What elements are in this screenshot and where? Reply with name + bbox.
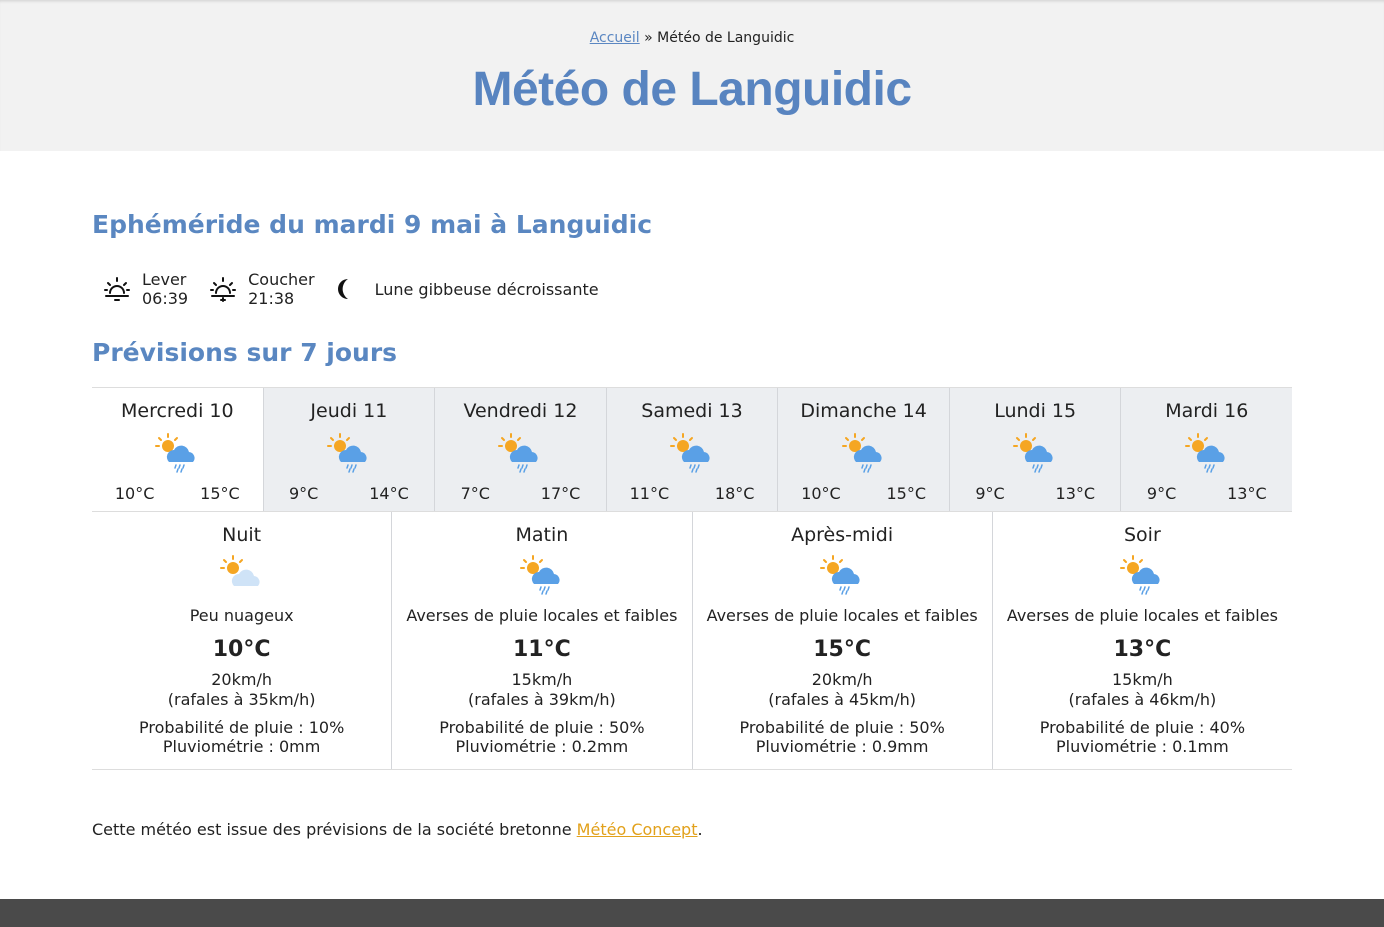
sun-cloud-icon: [219, 554, 265, 596]
day-tab[interactable]: [777, 388, 949, 511]
source-note-end: .: [697, 820, 703, 839]
sun-cloud-rain-icon: [1119, 554, 1165, 596]
ephemeride-title: Ephéméride du mardi 9 mai à Languidic: [92, 210, 653, 239]
moon-icon: [337, 277, 355, 301]
day-min-temp: 7°C: [460, 484, 490, 503]
day-max-temp: 17°C: [540, 484, 581, 503]
period-description: Averses de pluie locales et faibles: [406, 606, 678, 625]
sun-cloud-rain-icon: [841, 432, 887, 474]
day-min-temp: 11°C: [629, 484, 670, 503]
day-name: Mardi 16: [1165, 400, 1249, 422]
sun-cloud-rain-icon: [497, 432, 543, 474]
period-rain-probability: Probabilité de pluie : 10%: [138, 718, 345, 737]
period-wind: 15km/h: [511, 670, 573, 689]
sunset-info: [210, 270, 314, 308]
source-note: [92, 820, 703, 839]
day-name: Samedi 13: [641, 400, 743, 422]
sunrise-info: [104, 270, 188, 308]
day-max-temp: 13°C: [1227, 484, 1267, 503]
period-wind: 20km/h: [811, 670, 873, 689]
day-min-temp: 10°C: [114, 484, 155, 503]
sunset-icon: [210, 276, 236, 302]
breadcrumb: [0, 30, 1384, 46]
footer-bar: [0, 899, 1384, 927]
sun-cloud-rain-icon: [669, 432, 715, 474]
sunrise-icon: [104, 276, 130, 302]
source-note-text: Cette météo est issue des prévisions de la société bretonne: [92, 820, 577, 839]
day-tab[interactable]: [1120, 388, 1292, 511]
sun-cloud-rain-icon: [519, 554, 565, 596]
page-header: [0, 0, 1384, 151]
day-tab[interactable]: [606, 388, 778, 511]
meteo-concept-link[interactable]: Météo Concept: [576, 820, 698, 839]
day-tab[interactable]: [434, 388, 606, 511]
period-description: Peu nuageux: [189, 606, 294, 625]
period-temperature: 15°C: [813, 637, 871, 662]
day-name: Vendredi 12: [463, 400, 578, 422]
day-max-temp: 15°C: [200, 484, 240, 503]
day-tab[interactable]: [92, 388, 263, 511]
day-min-temp: 9°C: [289, 484, 319, 503]
period-wind: 15km/h: [1112, 670, 1173, 689]
day-min-temp: 9°C: [1146, 484, 1177, 503]
day-max-temp: 15°C: [886, 484, 926, 503]
period-card: [992, 512, 1292, 769]
day-name: Dimanche 14: [800, 400, 927, 422]
period-name: Après-midi: [791, 524, 894, 546]
sun-cloud-rain-icon: [819, 554, 865, 596]
sunset-label: Coucher: [248, 270, 315, 289]
moon-info: [337, 277, 599, 301]
day-name: Mercredi 10: [121, 400, 234, 422]
sunset-time: 21:38: [248, 289, 295, 308]
period-gusts: (rafales à 39km/h): [468, 690, 616, 709]
period-card: [391, 512, 691, 769]
period-rain-amount: Pluviométrie : 0.2mm: [455, 737, 629, 756]
period-rain-amount: Pluviométrie : 0mm: [162, 737, 321, 756]
sun-cloud-rain-icon: [1184, 432, 1230, 474]
day-max-temp: 14°C: [369, 484, 409, 503]
period-description: Averses de pluie locales et faibles: [706, 606, 978, 625]
day-max-temp: 13°C: [1055, 484, 1096, 503]
sunrise-time: 06:39: [142, 289, 189, 308]
period-wind: 20km/h: [211, 670, 272, 689]
breadcrumb-separator: »: [644, 30, 653, 46]
period-temperature: 10°C: [212, 637, 271, 662]
period-description: Averses de pluie locales et faibles: [1006, 606, 1278, 625]
period-name: Matin: [515, 524, 569, 546]
period-name: Soir: [1123, 524, 1161, 546]
period-rain-probability: Probabilité de pluie : 40%: [1039, 718, 1246, 737]
forecast-title: Prévisions sur 7 jours: [92, 338, 398, 367]
day-min-temp: 9°C: [975, 484, 1005, 503]
day-tab[interactable]: [949, 388, 1121, 511]
period-temperature: 13°C: [1113, 637, 1172, 662]
period-gusts: (rafales à 45km/h): [768, 690, 916, 709]
day-name: Jeudi 11: [310, 400, 388, 422]
period-name: Nuit: [222, 524, 262, 546]
period-rain-probability: Probabilité de pluie : 50%: [439, 718, 645, 737]
day-tab[interactable]: [263, 388, 435, 511]
day-name: Lundi 15: [994, 400, 1077, 422]
sun-cloud-rain-icon: [1012, 432, 1058, 474]
period-card: [92, 512, 391, 769]
period-gusts: (rafales à 46km/h): [1068, 690, 1217, 709]
page-title: Météo de Languidic: [472, 63, 912, 116]
period-rain-amount: Pluviométrie : 0.1mm: [1056, 737, 1229, 756]
period-temperature: 11°C: [512, 637, 571, 662]
day-max-temp: 18°C: [714, 484, 755, 503]
period-card: [692, 512, 992, 769]
day-min-temp: 10°C: [801, 484, 841, 503]
sunrise-label: Lever: [142, 270, 187, 289]
moon-phase-label: Lune gibbeuse décroissante: [374, 279, 599, 299]
period-rain-amount: Pluviométrie : 0.9mm: [755, 737, 929, 756]
ephemeride-row: [104, 270, 621, 308]
day-tabs: [92, 387, 1292, 511]
breadcrumb-current: Météo de Languidic: [657, 30, 795, 46]
sun-cloud-rain-icon: [326, 432, 372, 474]
sun-cloud-rain-icon: [154, 432, 200, 474]
period-gusts: (rafales à 35km/h): [167, 690, 316, 709]
day-periods: [92, 511, 1292, 770]
breadcrumb-home-link[interactable]: Accueil: [589, 30, 640, 46]
period-rain-probability: Probabilité de pluie : 50%: [739, 718, 945, 737]
